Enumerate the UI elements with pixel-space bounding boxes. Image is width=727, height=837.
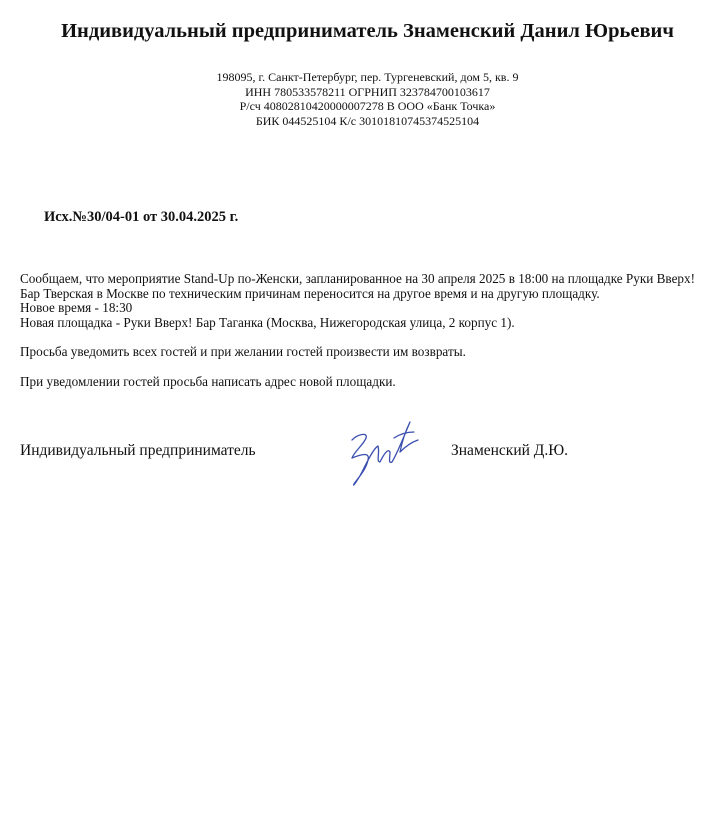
address-line: 198095, г. Санкт-Петербург, пер. Тургеневский, дом 5, кв. 9 [216,70,519,84]
body-new-venue: Новая площадка - Руки Вверх! Бар Таганка (Москва, Нижегородская улица, 2 корпус 1). [20,314,515,330]
paragraph-gap [20,330,710,345]
signature-row [20,440,710,500]
letter-body [20,272,710,390]
requisites-block [0,70,727,128]
body-paragraph-notify: Просьба уведомить всех гостей и при желании гостей произвести им возвраты. [20,344,466,360]
body-new-time: Новое время - 18:30 [20,300,133,316]
letterhead-title: Индивидуальный предприниматель Знаменский Данил Юрьевич [61,20,674,42]
paragraph-gap [20,360,710,375]
body-paragraph-announcement: Сообщаем, что мероприятие Stand-Up по-Женски, запланированное на 30 апреля 2025 в 18:00 на площадке Руки Вверх! Бар Тверская в Москве по техническим причинам переносится на другое время и на другую площадку. [20,271,696,301]
body-paragraph-address: При уведомлении гостей просьба написать адрес новой площадки. [20,373,396,389]
signer-role: Индивидуальный предприниматель [20,442,256,459]
handwritten-signature [344,418,424,490]
outgoing-number: Исх.№30/04-01 от 30.04.2025 г. [44,209,239,225]
bik-line: БИК 044525104 К/с 30101810745374525104 [255,113,480,128]
bank-account-line: Р/сч 40802810420000007278 В ООО «Банк Точка» [239,99,496,113]
signer-name: Знаменский Д.Ю. [451,442,569,459]
inn-ogrnip-line: ИНН 780533578211 ОГРНИП 323784700103617 [245,84,490,99]
